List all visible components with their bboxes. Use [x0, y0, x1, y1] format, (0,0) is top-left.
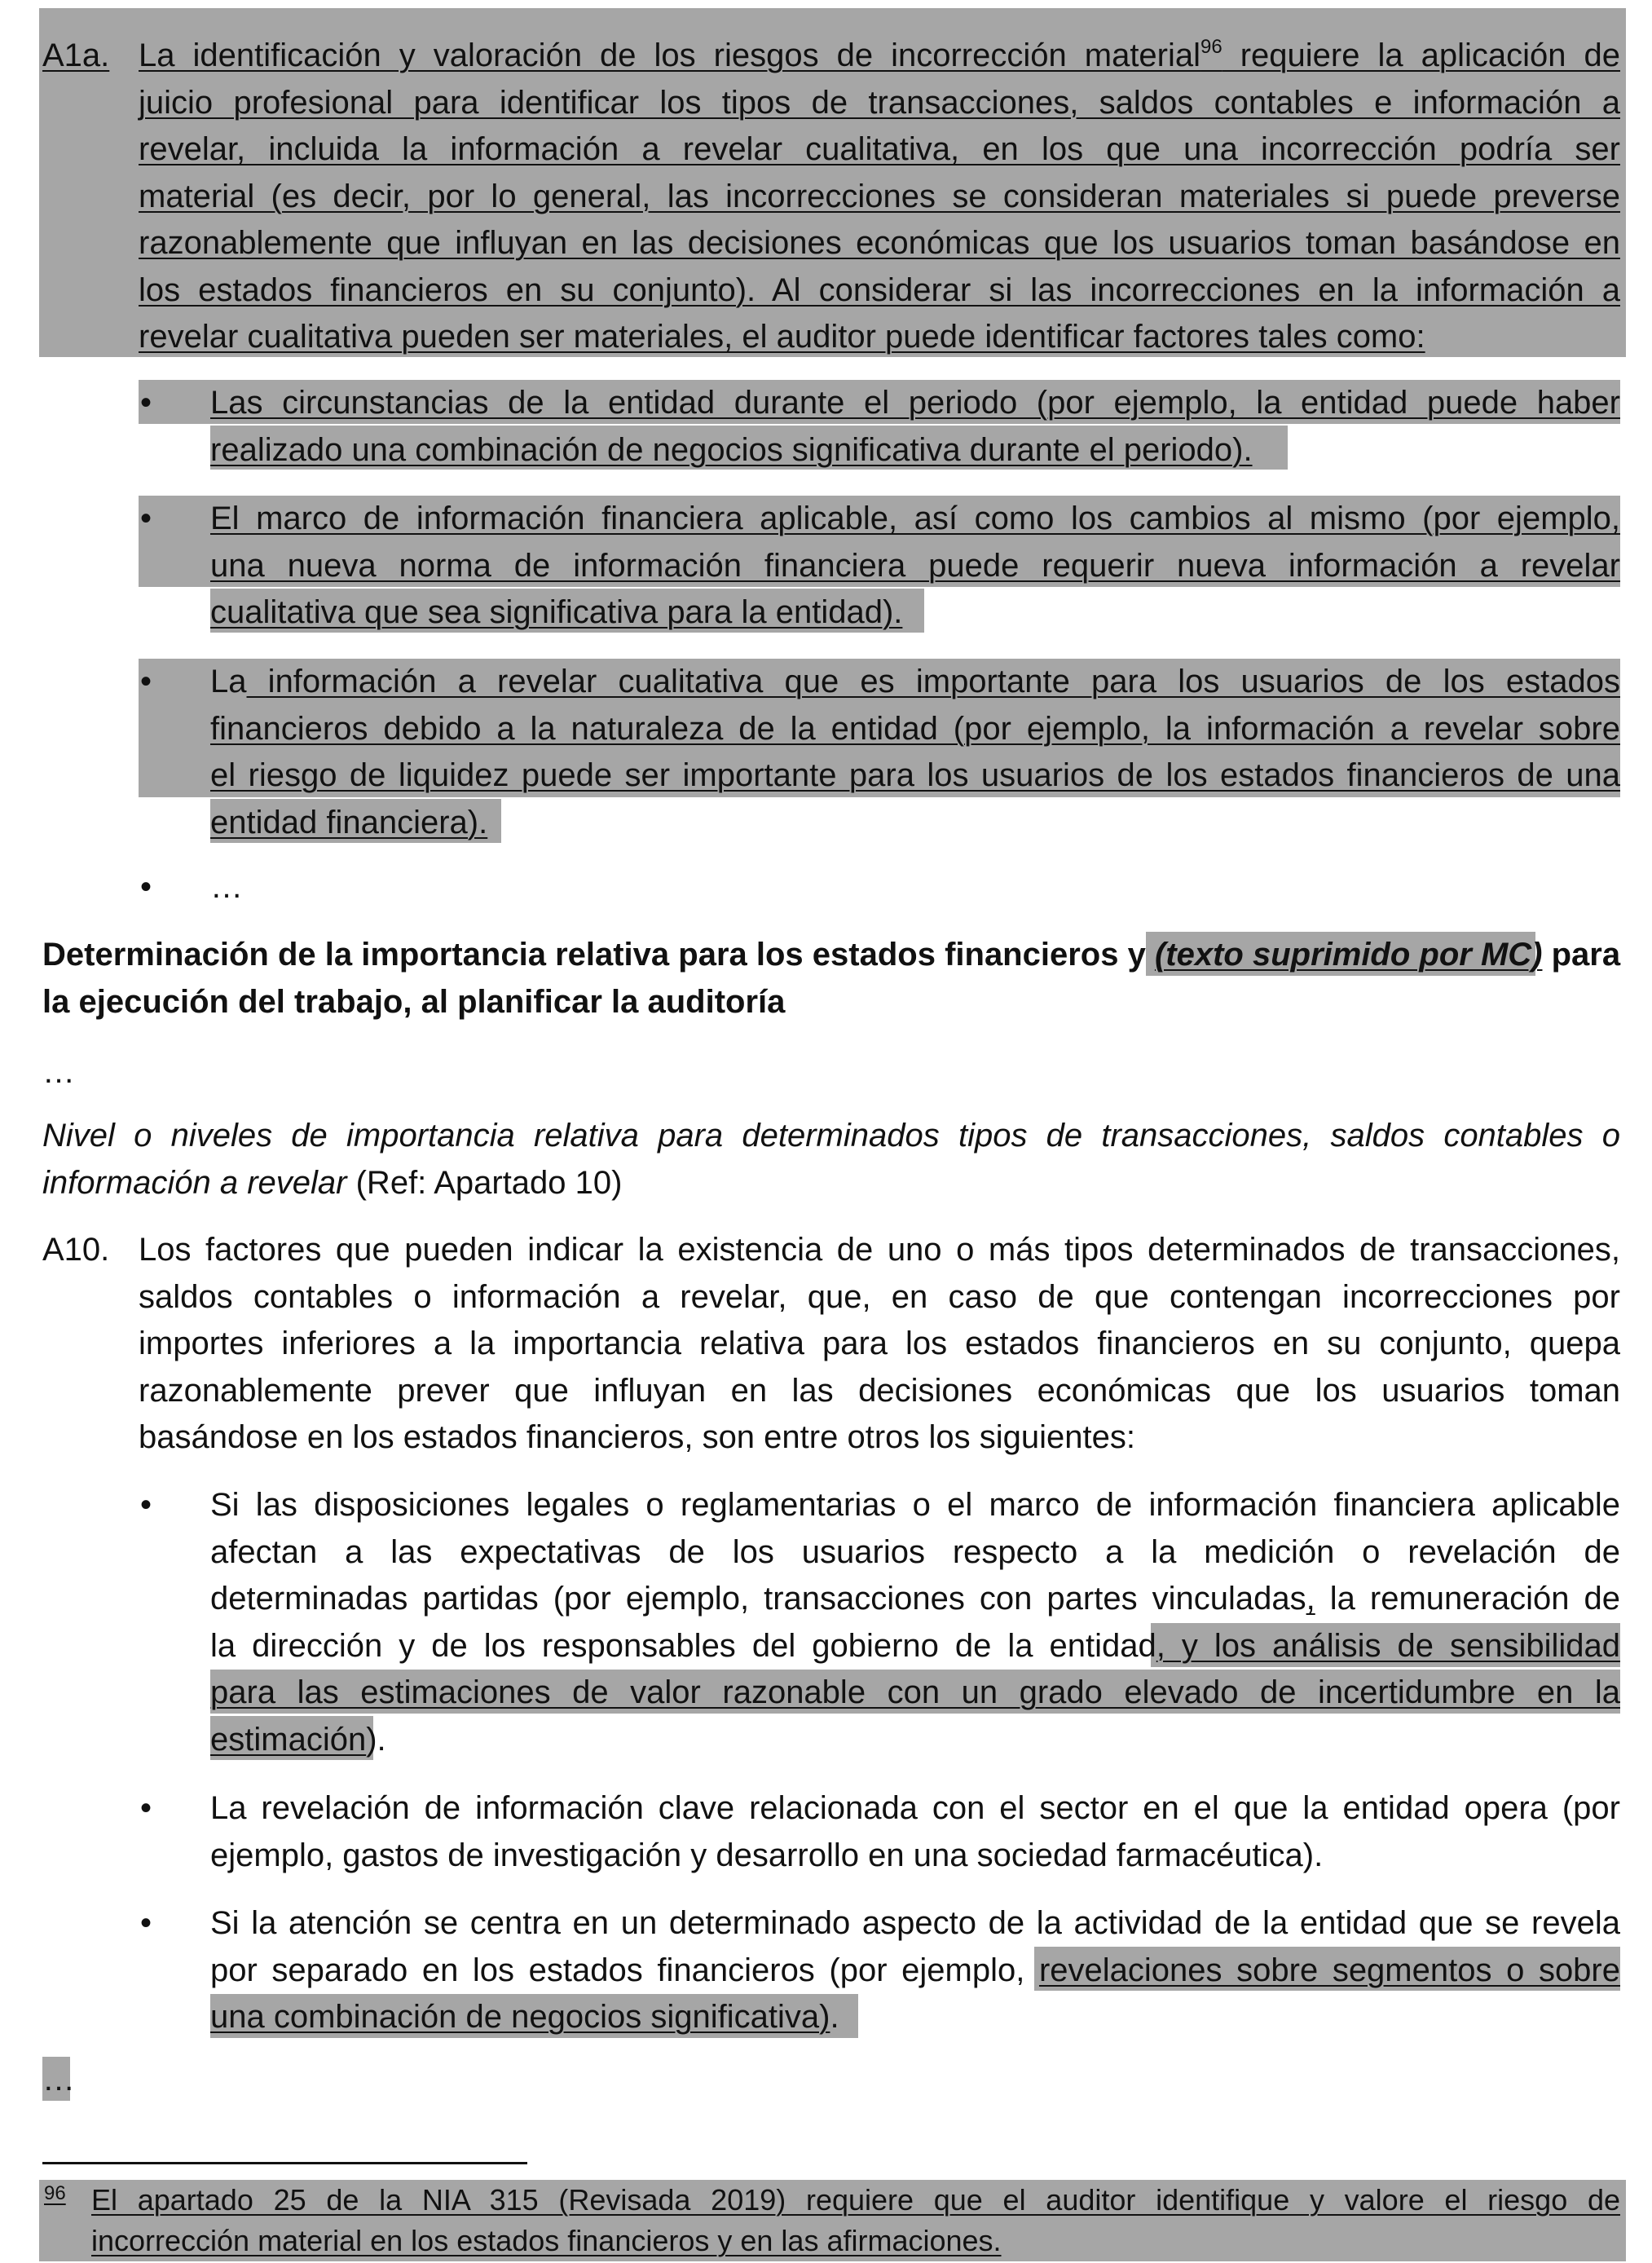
a1a-bullet-3-line-2: financieros debido a la naturaleza de la entidad (por ejemplo, la información a revelar sobre [210, 710, 1620, 747]
a10-bullet-3-line-1: Si la atención se centra en un determinado aspecto de la actividad de la entidad que se revela [210, 1905, 1620, 1941]
a1a-bullet-1-marker: • [140, 385, 152, 421]
a10-bullet-1-line-1: Si las disposiciones legales o reglamentarias o el marco de información financiera aplicable [210, 1487, 1620, 1523]
a1a-line-1: La identificación y valoración de los riesgos de incorrección material$^{96}$ requiere la aplicación de [139, 36, 1620, 73]
footnote-ref-96[interactable]: 96 [1200, 36, 1222, 58]
a1a-bullet-2 [210, 496, 1620, 637]
a10-bullet-1-line-6: estimación). [210, 1721, 386, 1758]
a10-bullet-1-line-4: la dirección y de los responsables del gobierno de la entidad, y los análisis de sensibilidad [210, 1627, 1620, 1664]
suppressed-text-marker: (texto suprimido por MC) [1154, 937, 1543, 973]
a1a-line-4: material (es decir, por lo general, las incorrecciones se consideran materiales si puede preverse [139, 178, 1620, 214]
subheading [42, 1113, 1620, 1206]
a1a-number: A1a. [42, 37, 110, 73]
a1a-bullet-1-line-2: realizado una combinación de negocios significativa durante el periodo). [210, 431, 1253, 468]
a1a-bullet-2-line-3: cualitativa que sea significativa para la entidad). [210, 594, 903, 630]
ellipsis-2: … [42, 2062, 75, 2098]
a10-bullet-3-line-2: por separado en los estados financieros (por ejemplo, revelaciones sobre segmentos o sobre [210, 1952, 1620, 1988]
a10-bullet-3-line-3: una combinación de negocios significativa). [210, 1999, 839, 2035]
section-heading-line-2: la ejecución del trabajo, al planificar la auditoría [42, 983, 786, 1020]
a1a-line-5: razonablemente que influyan en las decisiones económicas que los usuarios toman basándose en [139, 225, 1620, 261]
a10-bullet-2-line-2: ejemplo, gastos de investigación y desarrollo en una sociedad farmacéutica). [210, 1837, 1324, 1873]
a10-bullet-2-line-1: La revelación de información clave relacionada con el sector en el que la entidad opera (por [210, 1790, 1620, 1826]
a1a-line-6: los estados financieros en su conjunto). Al considerar si las incorrecciones en la información a [139, 271, 1620, 308]
section-heading-line-1: Determinación de la importancia relativa para los estados financieros y (texto suprimido por MC) para [42, 937, 1621, 973]
a1a-bullet-1 [210, 380, 1620, 474]
a1a-bullet-3-line-3: el riesgo de liquidez puede ser importante para los usuarios de los estados financieros de una [210, 757, 1620, 793]
subheading-line-1: Nivel o niveles de importancia relativa para determinados tipos de transacciones, saldos contables o [42, 1118, 1620, 1154]
a1a-paragraph [139, 33, 1620, 361]
a10-bullet-1-line-3: determinadas partidas (por ejemplo, transacciones con partes vinculadas, la remuneración de [210, 1581, 1620, 1617]
a1a-bullet-2-line-2: una nueva norma de información financiera puede requerir nueva información a revelar [210, 547, 1620, 584]
a10-bullet-1 [210, 1482, 1620, 1763]
a10-bullet-3 [210, 1900, 1620, 2041]
a10-line-2: saldos contables o información a revelar, que, en caso de que contengan incorrecciones por [139, 1278, 1620, 1315]
a10-line-5: basándose en los estados financieros, son entre otros los siguientes: [139, 1419, 1135, 1455]
a10-bullet-1-line-5: para las estimaciones de valor razonable con un grado elevado de incertidumbre en la [210, 1674, 1620, 1710]
a10-line-3: importes inferiores a la importancia relativa para los estados financieros en su conjunto, quepa [139, 1326, 1620, 1361]
footnote-separator [42, 2162, 527, 2164]
a1a-bullet-1-line-1: Las circunstancias de la entidad durante el periodo (por ejemplo, la entidad puede haber [210, 385, 1620, 421]
a1a-bullet-2-marker: • [140, 501, 152, 536]
a10-line-1: Los factores que pueden indicar la existencia de uno o más tipos determinados de transacciones, [139, 1232, 1620, 1268]
a1a-bullet-2-line-1: El marco de información financiera aplicable, así como los cambios al mismo (por ejemplo, [210, 501, 1620, 536]
a1a-line-2: juicio profesional para identificar los tipos de transacciones, saldos contables e información a [139, 84, 1620, 121]
a1a-bullet-4-marker: • [140, 869, 152, 905]
footnote-line-2: incorrección material en los estados financieros y en las afirmaciones. [91, 2224, 1002, 2257]
a10-bullet-2 [210, 1785, 1620, 1879]
a1a-bullet-3 [210, 659, 1620, 846]
footnote-marker: 96 [44, 2182, 66, 2204]
a10-bullet-3-marker: • [140, 1905, 152, 1941]
a10-line-4: razonablemente prever que influyan en las decisiones económicas que los usuarios toman [139, 1372, 1620, 1409]
a1a-bullet-3-line-1: La información a revelar cualitativa que es importante para los usuarios de los estados [210, 664, 1620, 699]
a1a-line-7: revelar cualitativa pueden ser materiales, el auditor puede identificar factores tales como: [139, 319, 1425, 355]
a10-bullet-1-marker: • [140, 1487, 152, 1523]
subheading-line-2: información a revelar (Ref: Apartado 10) [42, 1164, 623, 1201]
a10-bullet-2-marker: • [140, 1790, 152, 1826]
footnote-text [91, 2180, 1620, 2261]
a10-bullet-1-line-2: afectan a las expectativas de los usuarios respecto a la medición o revelación de [210, 1533, 1620, 1570]
ellipsis-1: … [42, 1054, 75, 1090]
a10-paragraph [139, 1227, 1620, 1462]
a1a-bullet-3-marker: • [140, 664, 152, 699]
a10-number: A10. [42, 1232, 110, 1268]
footnote-line-1: El apartado 25 de la NIA 315 (Revisada 2019) requiere que el auditor identifique y valore el riesgo de [91, 2183, 1620, 2217]
a1a-line-3: revelar, incluida la información a revelar cualitativa, en los que una incorrección podría ser [139, 131, 1620, 167]
a1a-bullet-4-ellipsis: … [210, 869, 243, 905]
a1a-bullet-3-line-4: entidad financiera). [210, 804, 488, 840]
section-heading [42, 932, 1620, 1026]
